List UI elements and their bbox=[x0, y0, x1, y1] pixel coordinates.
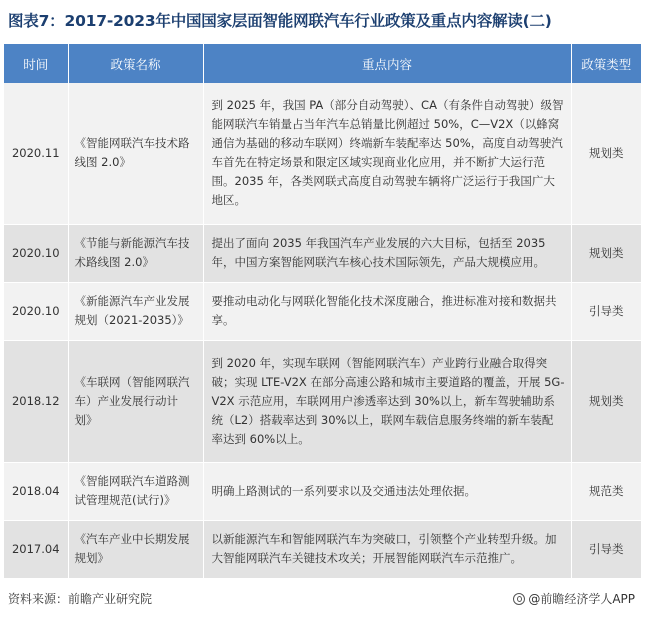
table-row bbox=[4, 462, 641, 520]
table-header-row bbox=[4, 44, 641, 83]
header-key-content: 重点内容 bbox=[203, 44, 571, 83]
cell-time: 2018.12 bbox=[4, 340, 68, 462]
cell-time: 2017.04 bbox=[4, 520, 68, 578]
header-policy-name: 政策名称 bbox=[68, 44, 203, 83]
policy-table bbox=[4, 44, 641, 579]
cell-key-content: 明确上路测试的一系列要求以及交通违法处理依据。 bbox=[203, 462, 571, 520]
cell-time: 2020.10 bbox=[4, 224, 68, 282]
cell-policy-name: 《智能网联汽车道路测试管理规范(试行)》 bbox=[68, 462, 203, 520]
cell-policy-type: 规划类 bbox=[571, 340, 641, 462]
cell-policy-name: 《节能与新能源汽车技术路线图 2.0》 bbox=[68, 224, 203, 282]
cell-policy-name: 《汽车产业中长期发展规划》 bbox=[68, 520, 203, 578]
table-row bbox=[4, 520, 641, 578]
cell-policy-type: 规划类 bbox=[571, 83, 641, 224]
chart-title: 图表7：2017-2023年中国国家层面智能网联汽车行业政策及重点内容解读(二) bbox=[8, 12, 552, 30]
cell-policy-name: 《智能网联汽车技术路线图 2.0》 bbox=[68, 83, 203, 224]
cell-time: 2018.04 bbox=[4, 462, 68, 520]
cell-policy-name: 《车联网（智能网联汽车）产业发展行动计划》 bbox=[68, 340, 203, 462]
header-policy-type: 政策类型 bbox=[571, 44, 641, 83]
cell-time: 2020.10 bbox=[4, 282, 68, 340]
table-row bbox=[4, 282, 641, 340]
cell-key-content: 到 2020 年，实现车联网（智能网联汽车）产业跨行业融合取得突破；实现 LTE-V2X 在部分高速公路和城市主要道路的覆盖，开展 5G-V2X 示范应用，车联网用户渗透率达到 30%以上，新车驾驶辅助系统（L2）搭载率达到 30%以上，联网车载信息服务终端的新车装配率达到 60%以上。 bbox=[203, 340, 571, 462]
cell-key-content: 以新能源汽车和智能网联汽车为突破口，引领整个产业转型升级。加大智能网联汽车关键技术攻关；开展智能网联汽车示范推广。 bbox=[203, 520, 571, 578]
cell-time: 2020.11 bbox=[4, 83, 68, 224]
table-row bbox=[4, 83, 641, 224]
brand-credit bbox=[513, 590, 635, 607]
cell-key-content: 要推动电动化与网联化智能化技术深度融合，推进标准对接和数据共享。 bbox=[203, 282, 571, 340]
source-note: 资料来源：前瞻产业研究院 bbox=[8, 592, 153, 606]
cell-policy-type: 规划类 bbox=[571, 224, 641, 282]
cell-policy-type: 引导类 bbox=[571, 520, 641, 578]
header-time: 时间 bbox=[4, 44, 68, 83]
cell-policy-type: 引导类 bbox=[571, 282, 641, 340]
table-row bbox=[4, 224, 641, 282]
qianzhan-logo-icon bbox=[513, 593, 525, 605]
cell-policy-name: 《新能源汽车产业发展规划（2021-2035）》 bbox=[68, 282, 203, 340]
cell-key-content: 提出了面向 2035 年我国汽车产业发展的六大目标，包括至 2035 年，中国方案智能网联汽车核心技术国际领先，产品大规模应用。 bbox=[203, 224, 571, 282]
cell-key-content: 到 2025 年，我国 PA（部分自动驾驶）、CA（有条件自动驾驶）级智能网联汽车销量占当年汽车总销量比例超过 50%，C—V2X（以蜂窝通信为基础的移动车联网）终端新车装配率达 50%，高度自动驾驶汽车首先在特定场景和限定区域实现商业化应用，并不断扩大运行范围。2035 年，各类网联式高度自动驾驶车辆将广泛运行于我国广大地区。 bbox=[203, 83, 571, 224]
table-row bbox=[4, 340, 641, 462]
cell-policy-type: 规范类 bbox=[571, 462, 641, 520]
brand-label: @前瞻经济学人APP bbox=[528, 592, 635, 606]
